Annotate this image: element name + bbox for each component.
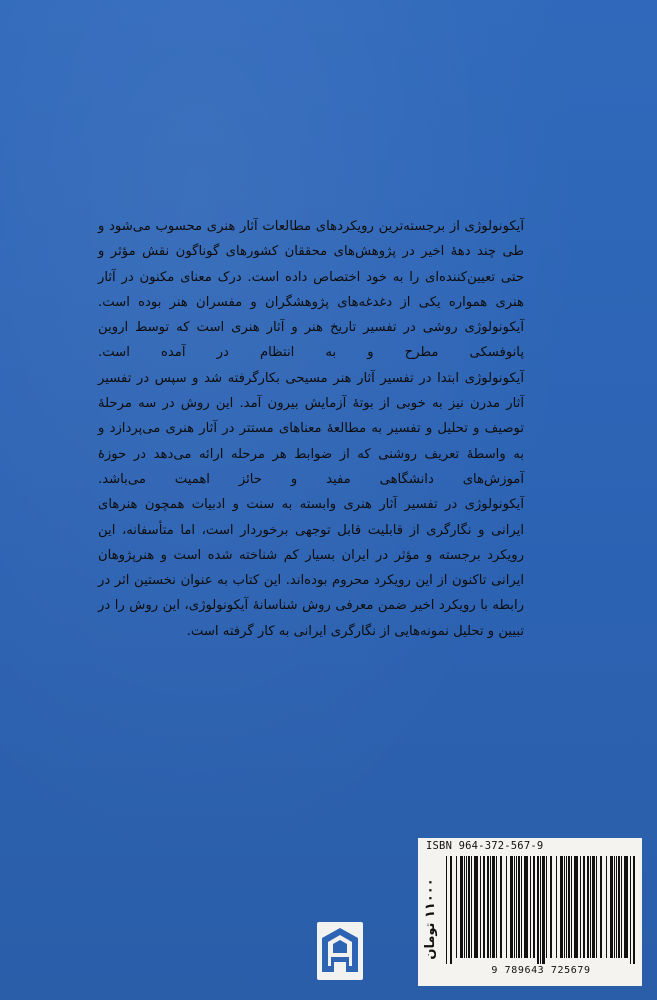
price-label xyxy=(420,856,442,982)
publisher-logo-icon xyxy=(317,922,363,980)
blurb-paragraph: آیکونولوژی ابتدا در تفسیر آثار هنر مسیحی بکارگرفته شد و سپس در تفسیر آثار مدرن نیز به خوبی از بوتهٔ آزمایش بیرون آمد. این روش در سه مرحلهٔ توصیف و تحلیل و تفسیر به مطالعهٔ معناهای مستتر در آثار هنری می‌پردازد و به واسطهٔ تعریف روشنی که از ضوابط هر مرحله ارائه می‌دهد در حوزهٔ آموزش‌های دانشگاهی مفید و حائز اهمیت می‌باشد. xyxy=(98,370,524,487)
blurb-paragraph: آیکونولوژی از برجسته‌ترین رویکردهای مطالعات آثار هنری محسوب می‌شود و طی چند دههٔ اخیر در پژوهش‌های محققان کشورهای گوناگون نقش مؤثر و حتی تعیین‌کننده‌ای را به خود اختصاص داده است. درک معنای مکنون در آثار هنری همواره یکی از دغدغه‌های پژوهشگران و مفسران هنر بوده است. آیکونولوژی روشی در تفسیر تاریخ هنر و آثار هنری است که توسط اروین پانوفسکی مطرح و به انتظام در آمده است. xyxy=(98,219,524,361)
blurb-text xyxy=(98,214,524,644)
blurb-paragraph: آیکونولوژی در تفسیر آثار هنری وابسته به سنت و ادبیات همچون هنرهای ایرانی و نگارگری از قابلیت قابل توجهی برخوردار است، اما متأسفانه، این رویکرد برجسته و مؤثر در ایران بسیار کم شناخته شده است و هنرپژوهان ایرانی تاکنون از این رویکرد محروم بوده‌اند. این کتاب به عنوان نخستین اثر در رابطه با رویکرد اخیر ضمن معرفی روش شناسانهٔ آیکونولوژی، این روش را در تبیین و تحلیل نمونه‌هایی از نگارگری ایرانی به کار گرفته است. xyxy=(98,497,524,639)
price-text: ۱۱۰۰۰ تومان xyxy=(423,878,438,960)
isbn-label: ISBN 964-372-567-9 xyxy=(426,840,544,852)
barcode-digits: 9 789643 725679 xyxy=(491,965,591,976)
barcode-icon xyxy=(444,856,638,964)
barcode-panel xyxy=(418,838,642,986)
